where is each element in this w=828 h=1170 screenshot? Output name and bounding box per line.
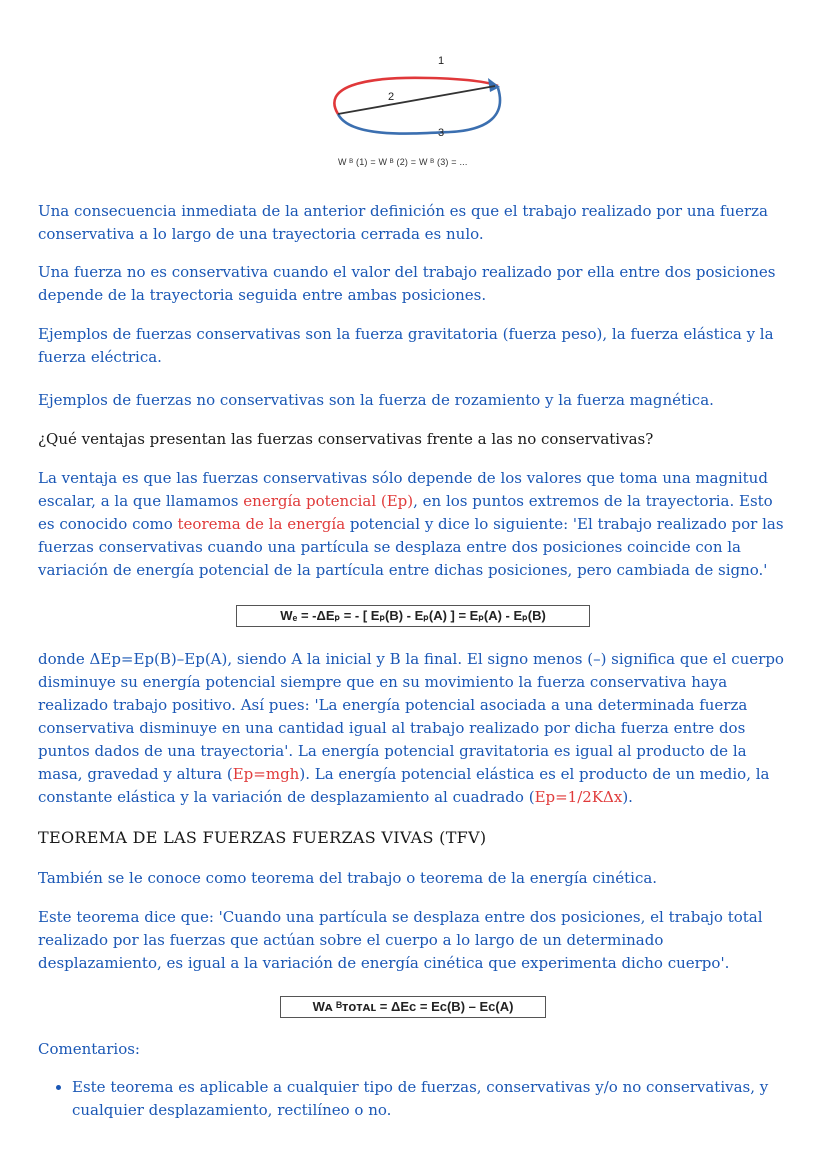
paragraph-theorem-statement: Este teorema dice que: 'Cuando una partícula se desplaza entre dos posiciones, el trabajo total realizado por las fuerzas que actúan sobre el cuerpo a lo largo de un determinado desplazamiento, es igual a la variación de energía cinética que experimenta dicho cuerpo'. [38,908,763,972]
text: ). La energía potencial elástica es el producto de un medio, la constante elástica y la variación de desplazamiento al cuadrado ( [38,765,770,806]
paragraph-non-conservative-examples: Ejemplos de fuerzas no conservativas son la fuerza de rozamiento y la fuerza magnética. [38,391,714,409]
path-1-red [334,78,498,114]
label-2: 2 [388,91,395,103]
list-item: • Este teorema es aplicable a cualquier tipo de fuerzas, conservativas y/o no conservativas, y cualquier desplazamiento, rectilíneo o no. [72,1076,824,1122]
paragraph-closed-path: Una consecuencia inmediata de la anterior definición es que el trabajo realizado por una fuerza conservativa a lo largo de una trayectoria cerrada es nulo. [38,202,768,243]
highlight-energy-theorem: teorema de la energía [177,515,346,533]
path-2-straight [338,86,495,114]
formula-total-work: Wᴀ ᴮᴛᴏᴛᴀʟ = ΔEᴄ = Eᴄ(B) – Eᴄ(A) [280,996,546,1018]
path-3-blue [338,88,500,134]
formula-conservative-work: Wₑ = -ΔEₚ = - [ Eₚ(B) - Eₚ(A) ] = Eₚ(A) - Eₚ(B) [236,605,590,627]
section-heading-tfv: TEOREMA DE LAS FUERZAS FUERZAS VIVAS (TFV) [38,828,487,847]
paragraph-also-known: También se le conoce como teorema del trabajo o teorema de la energía cinética. [38,869,658,887]
paragraph-non-conservative: Una fuerza no es conservativa cuando el valor del trabajo realizado por ella entre dos posiciones depende de la trayectoria seguida entre ambas posiciones. [38,263,776,304]
paragraph-advantage [38,467,790,582]
comments-title: Comentarios: [38,1040,140,1058]
comments-list [38,1076,824,1122]
highlight-potential-energy: energía potencial (Ep) [243,492,414,510]
label-1: 1 [438,55,445,67]
text: La ventaja es que las fuerzas conservativas sólo depende de los valores que toma una magnitud escalar, a la que llamamos [38,469,768,510]
closed-path-diagram [320,48,520,148]
question-advantages: ¿Qué ventajas presentan las fuerzas conservativas frente a las no conservativas? [38,430,654,448]
paragraph-delta-ep [38,648,790,809]
highlight-elastic-formula: Ep=1/2KΔx [534,788,623,806]
text: ). [622,788,633,806]
text: donde ΔEp=Ep(B)–Ep(A), siendo A la inicial y B la final. El signo menos (–) significa que el cuerpo disminuye su energía potencial siempre que en su movimiento la fuerza conservativa haya realizado trabajo positivo. Así pues: 'La energía potencial asociada a una determinada fuerza conservativa disminuye en una cantidad igual al trabajo realizado por dicha fuerza entre dos puntos dados de una trayectoria'. La energía potencial gravitatoria es igual al producto de la masa, gravedad y altura ( [38,650,784,783]
highlight-gravitational-formula: Ep=mgh [232,765,300,783]
text: , en los puntos extremos de la trayectoria. Esto es conocido como [38,492,773,533]
label-3: 3 [438,127,445,139]
diagram-caption: W ᴮ (1) = W ᴮ (2) = W ᴮ (3) = ... [338,157,468,167]
text: potencial y dice lo siguiente: 'El trabajo realizado por las fuerzas conservativas cuando una partícula se desplaza entre dos posiciones coincide con la variación de energía potencial de la partícula entre dichas posiciones, pero cambiada de signo.' [38,515,784,579]
paragraph-conservative-examples: Ejemplos de fuerzas conservativas son la fuerza gravitatoria (fuerza peso), la fuerza elástica y la fuerza eléctrica. [38,325,774,366]
